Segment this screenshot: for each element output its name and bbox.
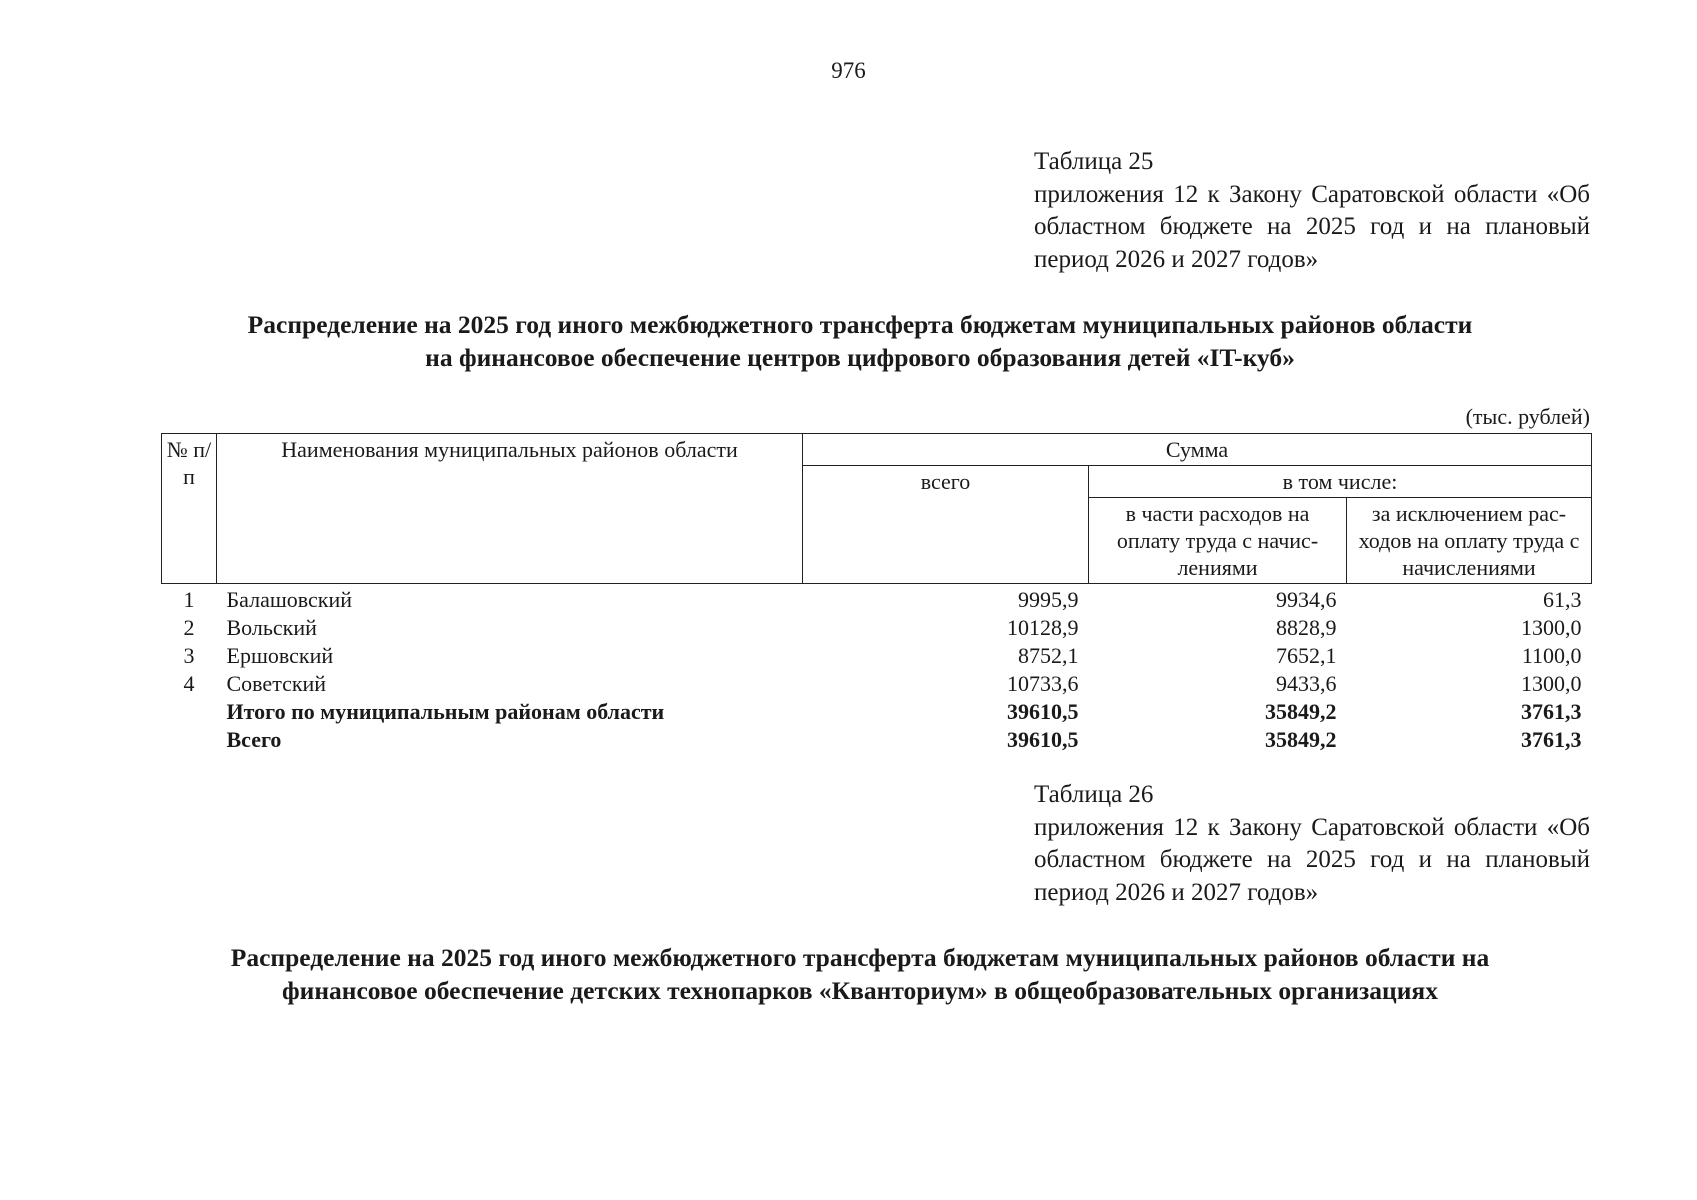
table-26-heading-line1: Распределение на 2025 год иного межбюджетного трансферта бюджетам муниципальных районов области на (230, 943, 1490, 972)
subtotal-total: 39610,5 (1007, 699, 1079, 724)
page-number: 976 (831, 58, 866, 83)
table-26-heading-line2: финансовое обеспечение детских технопарков «Кванториум» в общеобразовательных организациях (282, 976, 1438, 1005)
grand-total-non-payroll: 3761,3 (1521, 727, 1582, 752)
non-payroll-value: 1300,0 (1521, 671, 1582, 696)
table-26-title: Таблица 26 (1034, 781, 1154, 808)
grand-total-row (162, 726, 1592, 754)
subtotal-row (162, 698, 1592, 726)
non-payroll-value: 1300,0 (1521, 615, 1582, 640)
table-25-heading (160, 308, 1560, 374)
units-label: (тыс. рублей) (1465, 404, 1590, 429)
total-value: 10733,6 (1007, 671, 1079, 696)
district-name: Вольский (226, 615, 317, 640)
table-row (162, 642, 1592, 670)
payroll-value: 8828,9 (1276, 615, 1337, 640)
distribution-table (161, 433, 1592, 754)
table-26-reference (1034, 779, 1590, 909)
subtotal-non-payroll: 3761,3 (1521, 699, 1582, 724)
subtotal-payroll: 35849,2 (1265, 699, 1337, 724)
total-value: 10128,9 (1007, 615, 1079, 640)
table-26-heading (125, 941, 1595, 1007)
header-including: в том числе: (1089, 466, 1592, 498)
header-non-payroll: за исключением расходов на оплату труда с начислениями (1347, 498, 1592, 584)
header-sum: Сумма (803, 434, 1592, 466)
total-value: 9995,9 (1018, 587, 1079, 612)
table-25-reference (1034, 146, 1590, 276)
table-25-heading-line2: на финансовое обеспечение центров цифрового образования детей «IT-куб» (425, 343, 1295, 372)
grand-total-label: Всего (226, 727, 282, 752)
table-row (162, 614, 1592, 642)
payroll-value: 9934,6 (1276, 587, 1337, 612)
grand-total-total: 39610,5 (1007, 727, 1079, 752)
table-25-title: Таблица 25 (1034, 148, 1154, 175)
header-district-name: Наименования муниципальных районов области (217, 434, 803, 584)
row-number: 2 (183, 615, 195, 640)
payroll-value: 9433,6 (1276, 671, 1337, 696)
table-26-appendix-text: приложения 12 к Закону Саратовской области «Об областном бюджете на 2025 год и на плановый период 2026 и 2027 годов» (1034, 813, 1590, 906)
payroll-value: 7652,1 (1276, 643, 1337, 668)
table-row (162, 670, 1592, 698)
subtotal-label: Итого по муниципальным районам области (226, 699, 665, 724)
row-number: 3 (183, 643, 195, 668)
table-25-appendix-text: приложения 12 к Закону Саратовской области «Об областном бюджете на 2025 год и на плановый период 2026 и 2027 годов» (1034, 180, 1590, 273)
total-value: 8752,1 (1018, 643, 1079, 668)
district-name: Ершовский (226, 643, 334, 668)
grand-total-payroll: 35849,2 (1265, 727, 1337, 752)
header-payroll: в части расходов на оплату труда с начислениями (1089, 498, 1347, 584)
row-number: 4 (183, 671, 195, 696)
table-row (162, 584, 1592, 615)
header-number: № п/п (162, 434, 217, 584)
non-payroll-value: 1100,0 (1521, 643, 1582, 668)
district-name: Советский (226, 671, 327, 696)
table-25-heading-line1: Распределение на 2025 год иного межбюджетного трансферта бюджетам муниципальных районов области (247, 310, 1473, 339)
district-name: Балашовский (226, 587, 353, 612)
header-total: всего (803, 466, 1089, 584)
non-payroll-value: 61,3 (1543, 587, 1582, 612)
row-number: 1 (183, 587, 195, 612)
